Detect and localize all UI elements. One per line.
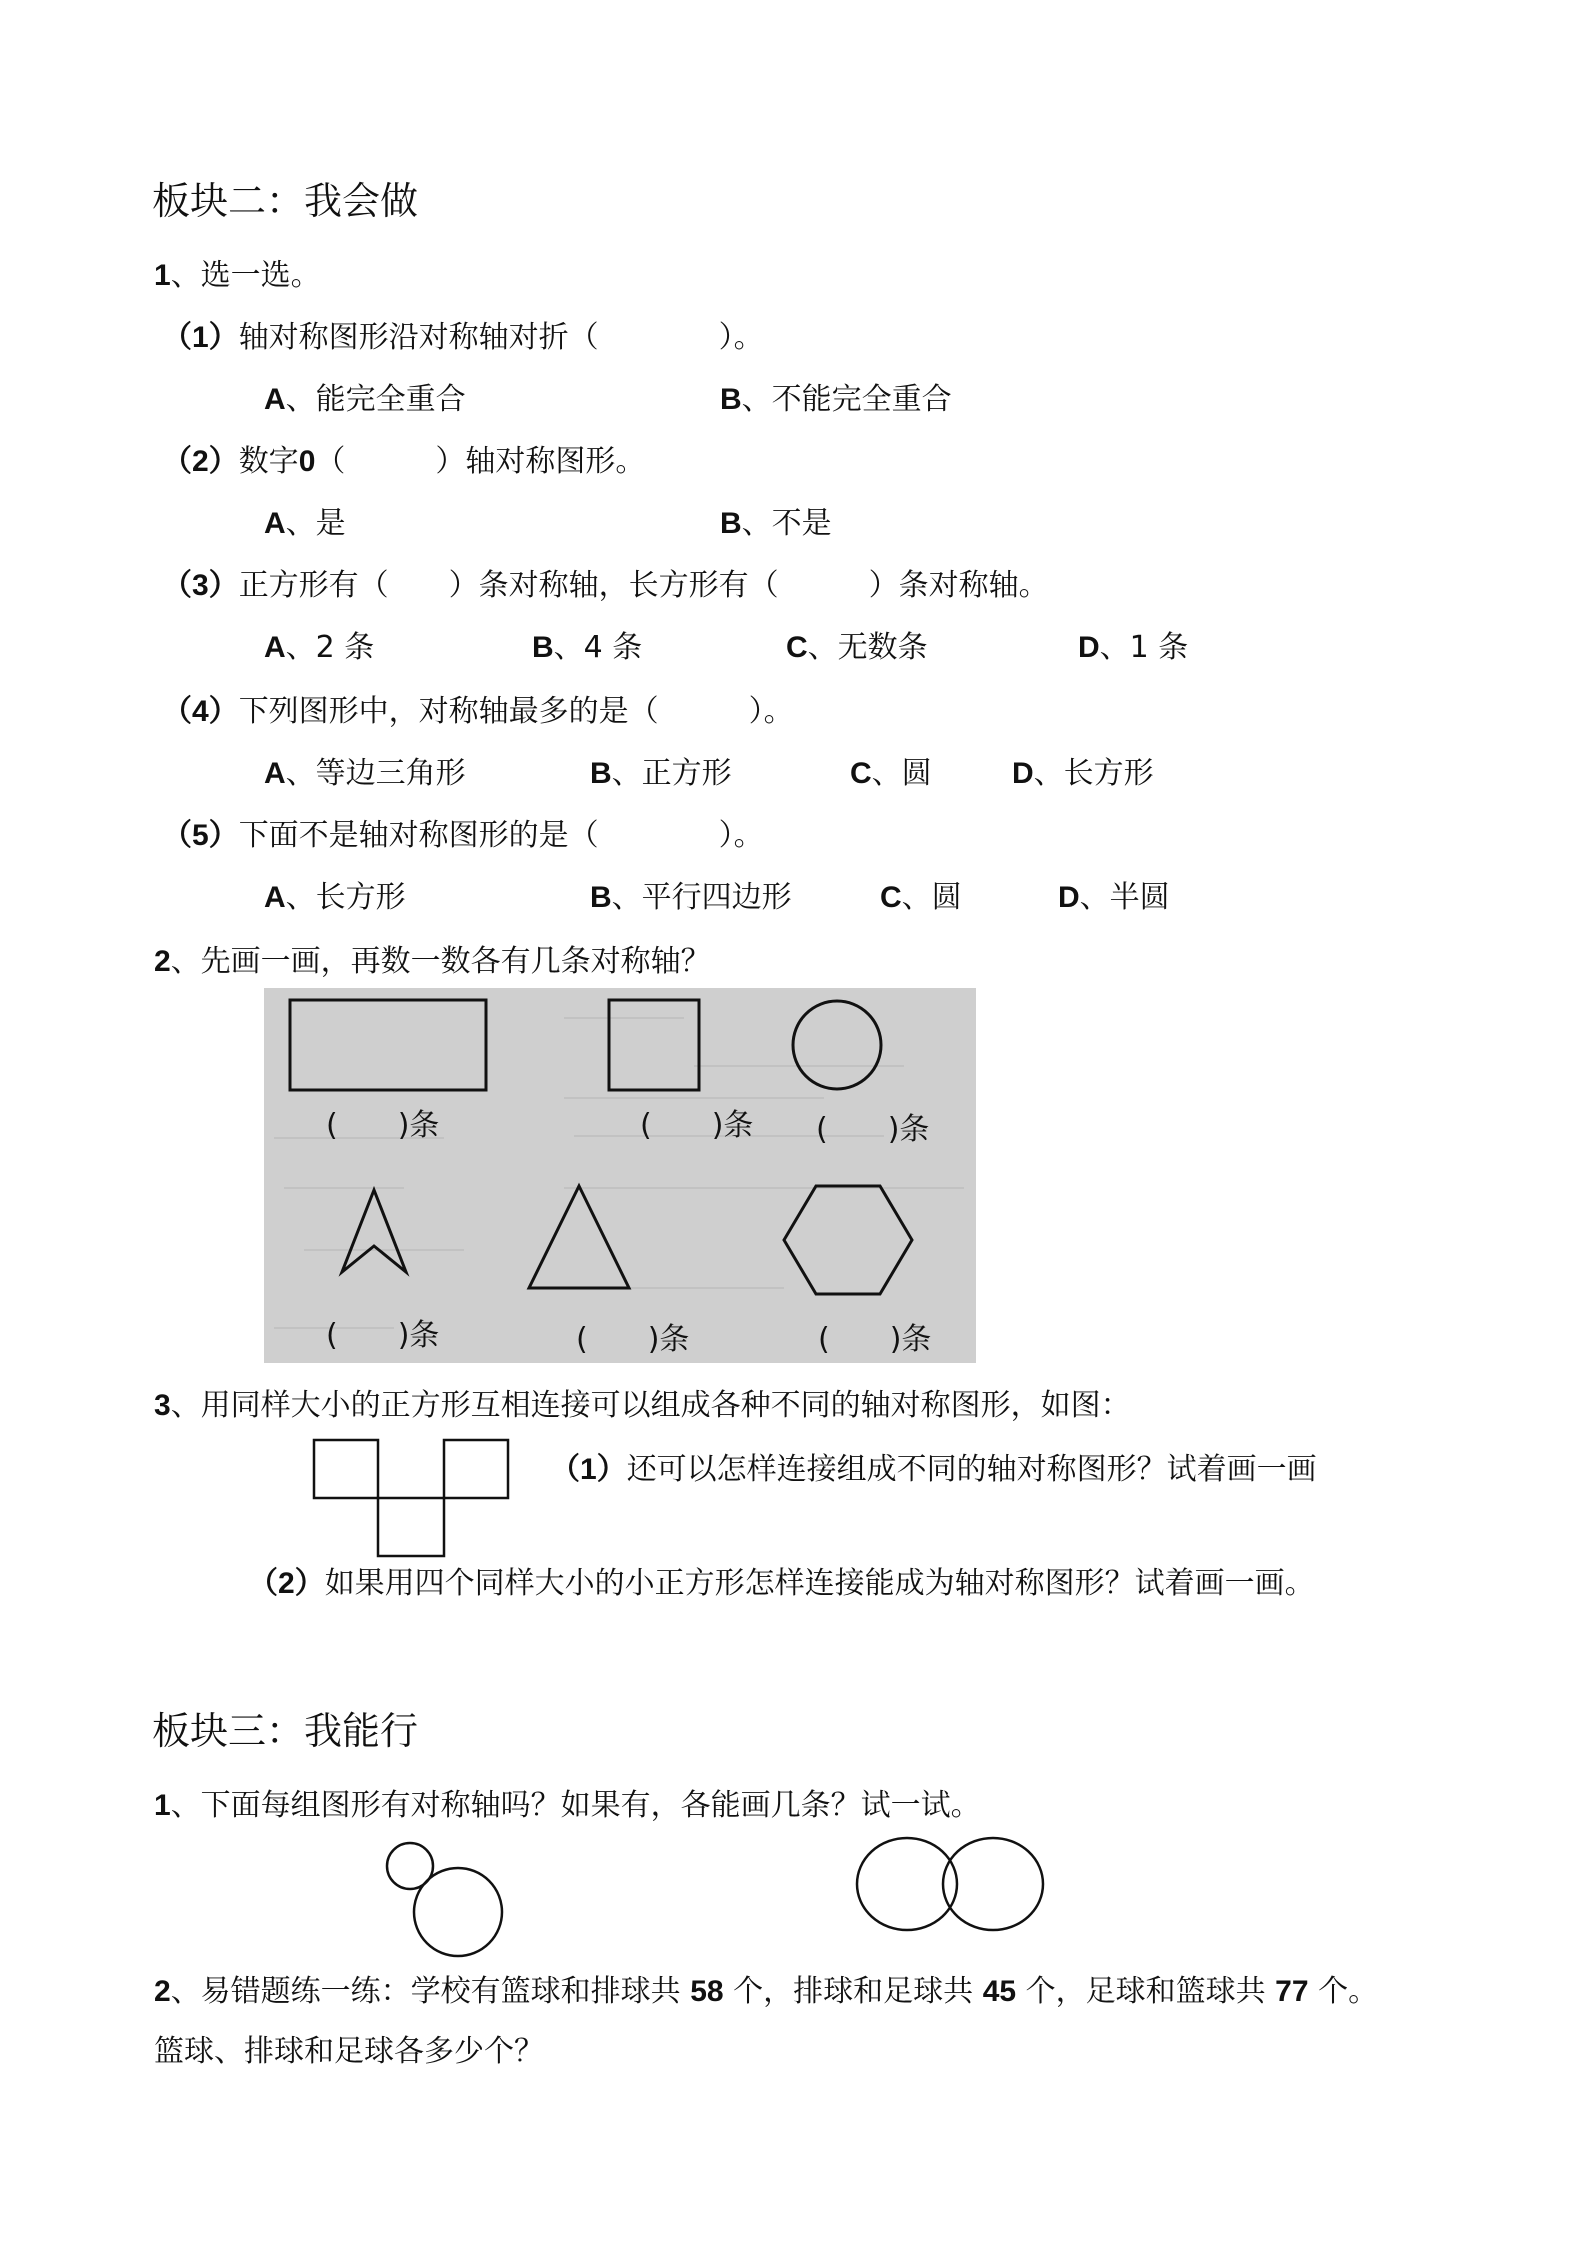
sub-number: （2）	[248, 1567, 325, 1600]
square-icon	[378, 1498, 444, 1556]
option-text: 、圆	[901, 880, 962, 915]
q1-2-option-b	[720, 498, 832, 542]
triangle-icon	[529, 1186, 629, 1288]
q1-4-option-d	[1012, 748, 1154, 792]
option-letter: B	[590, 881, 612, 914]
item-stem: 数字	[238, 444, 299, 479]
item-digit: 0	[298, 445, 316, 478]
q2-text: 、先画一画，再数一数各有几条对称轴？	[170, 944, 711, 979]
shape-answer-blank: ( )条	[576, 1322, 690, 1357]
option-text: 、圆	[871, 756, 932, 791]
option-text: 、不是	[741, 506, 832, 541]
q1-text: 、下面每组图形有对称轴吗？如果有，各能画几条？试一试。	[170, 1788, 981, 1823]
option-letter: A	[264, 631, 286, 664]
item-number: （4）	[162, 695, 239, 728]
shape-answer-blank: ( )条	[326, 1318, 440, 1353]
option-letter: B	[720, 507, 742, 540]
q1-3-option-d	[1078, 622, 1188, 666]
q1-item-4	[162, 686, 794, 730]
option-text: 、1 条	[1099, 630, 1189, 665]
q1-4-option-c	[850, 748, 932, 792]
q1-text: 、选一选。	[170, 258, 321, 293]
item-stem: （ ）轴对称图形。	[315, 444, 646, 479]
q2-value: 58	[690, 1975, 724, 2008]
q2-heading	[154, 936, 711, 980]
section3-title: 板块三：我能行	[152, 1709, 419, 1753]
sub-text: 如果用四个同样大小的小正方形怎样连接能成为轴对称图形？试着画一画。	[324, 1566, 1315, 1601]
option-letter: B	[720, 383, 742, 416]
q1-2-option-a	[264, 498, 346, 542]
two-circles-figure-1	[380, 1840, 520, 1960]
square-icon	[314, 1440, 378, 1498]
circle-icon	[793, 1001, 881, 1089]
s3-q2-line1	[154, 1966, 1378, 2010]
square-icon	[444, 1440, 508, 1498]
q1-5-option-c	[880, 872, 962, 916]
q2-value: 77	[1275, 1975, 1309, 2008]
two-circles-figure-2	[852, 1832, 1048, 1936]
shape-answer-blank: ( )条	[326, 1108, 440, 1143]
rectangle-icon	[290, 1000, 486, 1090]
q3-heading	[154, 1380, 1131, 1424]
arrowhead-icon	[342, 1190, 406, 1272]
section2-title: 板块二：我会做	[152, 179, 419, 223]
q1-3-option-a	[264, 622, 374, 666]
sub-text: 还可以怎样连接组成不同的轴对称图形？试着画一画	[626, 1452, 1317, 1487]
option-letter: D	[1058, 881, 1080, 914]
item-stem: 正方形有（ ）条对称轴，长方形有（ ）条对称轴。	[238, 568, 1049, 603]
q1-heading	[154, 250, 321, 294]
q1-item-5	[162, 810, 764, 854]
q2-text: 个，排球和足球共	[733, 1974, 974, 2009]
option-text: 、等边三角形	[285, 756, 466, 791]
option-text: 、半圆	[1079, 880, 1170, 915]
q1-item-2	[162, 436, 645, 480]
connected-squares-figure	[312, 1438, 516, 1560]
item-number: （3）	[162, 569, 239, 602]
q1-5-option-b	[590, 872, 792, 916]
q1-4-option-a	[264, 748, 466, 792]
option-text: 、长方形	[1033, 756, 1154, 791]
hexagon-icon	[784, 1186, 912, 1294]
sub-number: （1）	[550, 1453, 627, 1486]
q1-number: 1	[154, 1789, 171, 1822]
q2-value: 45	[982, 1975, 1017, 2008]
option-letter: D	[1078, 631, 1100, 664]
option-text: 、能完全重合	[285, 382, 466, 417]
q1-5-option-d	[1058, 872, 1170, 916]
option-text: 、长方形	[285, 880, 406, 915]
option-letter: D	[1012, 757, 1034, 790]
q3-sub1	[550, 1444, 1317, 1488]
shape-answer-blank: ( )条	[640, 1108, 754, 1143]
option-letter: C	[850, 757, 872, 790]
q2-number: 2	[154, 1975, 171, 2008]
q2-text: 个。	[1318, 1974, 1379, 2009]
option-letter: A	[264, 757, 286, 790]
q2-number: 2	[154, 945, 171, 978]
option-text: 、是	[285, 506, 346, 541]
q1-3-option-c	[786, 622, 928, 666]
item-stem: 下列图形中，对称轴最多的是（ ）。	[238, 694, 794, 729]
symmetry-shapes-figure	[264, 988, 976, 1363]
shape-answer-blank: ( )条	[816, 1112, 930, 1147]
item-stem: 轴对称图形沿对称轴对折（ ）。	[238, 320, 764, 355]
q3-sub2	[248, 1558, 1315, 1602]
q3-text: 、用同样大小的正方形互相连接可以组成各种不同的轴对称图形，如图：	[170, 1388, 1131, 1423]
option-text: 、无数条	[807, 630, 928, 665]
q1-1-option-a	[264, 374, 466, 418]
q1-item-1	[162, 312, 764, 356]
q1-4-option-b	[590, 748, 732, 792]
option-letter: A	[264, 881, 286, 914]
q2-text: 、易错题练一练：学校有篮球和排球共	[170, 1974, 681, 2009]
q3-number: 3	[154, 1389, 171, 1422]
large-circle-icon	[414, 1868, 502, 1956]
item-number: （2）	[162, 445, 239, 478]
option-letter: B	[532, 631, 554, 664]
option-text: 、正方形	[611, 756, 732, 791]
option-letter: B	[590, 757, 612, 790]
option-letter: A	[264, 507, 286, 540]
square-icon	[609, 1000, 699, 1090]
q2-text: 个，足球和篮球共	[1025, 1974, 1266, 2009]
s3-q1-heading	[154, 1780, 981, 1824]
item-stem: 下面不是轴对称图形的是（ ）。	[238, 818, 764, 853]
option-letter: C	[880, 881, 902, 914]
shape-answer-blank: ( )条	[818, 1322, 932, 1357]
q1-3-option-b	[532, 622, 642, 666]
q1-5-option-a	[264, 872, 406, 916]
q1-item-3	[162, 560, 1049, 604]
s3-q2-line2: 篮球、排球和足球各多少个？	[154, 2034, 544, 2069]
option-text: 、不能完全重合	[741, 382, 952, 417]
q1-number: 1	[154, 259, 171, 292]
option-text: 、2 条	[285, 630, 375, 665]
q1-1-option-b	[720, 374, 952, 418]
option-letter: C	[786, 631, 808, 664]
item-number: （1）	[162, 321, 239, 354]
option-letter: A	[264, 383, 286, 416]
option-text: 、平行四边形	[611, 880, 792, 915]
option-text: 、4 条	[553, 630, 643, 665]
item-number: （5）	[162, 819, 239, 852]
